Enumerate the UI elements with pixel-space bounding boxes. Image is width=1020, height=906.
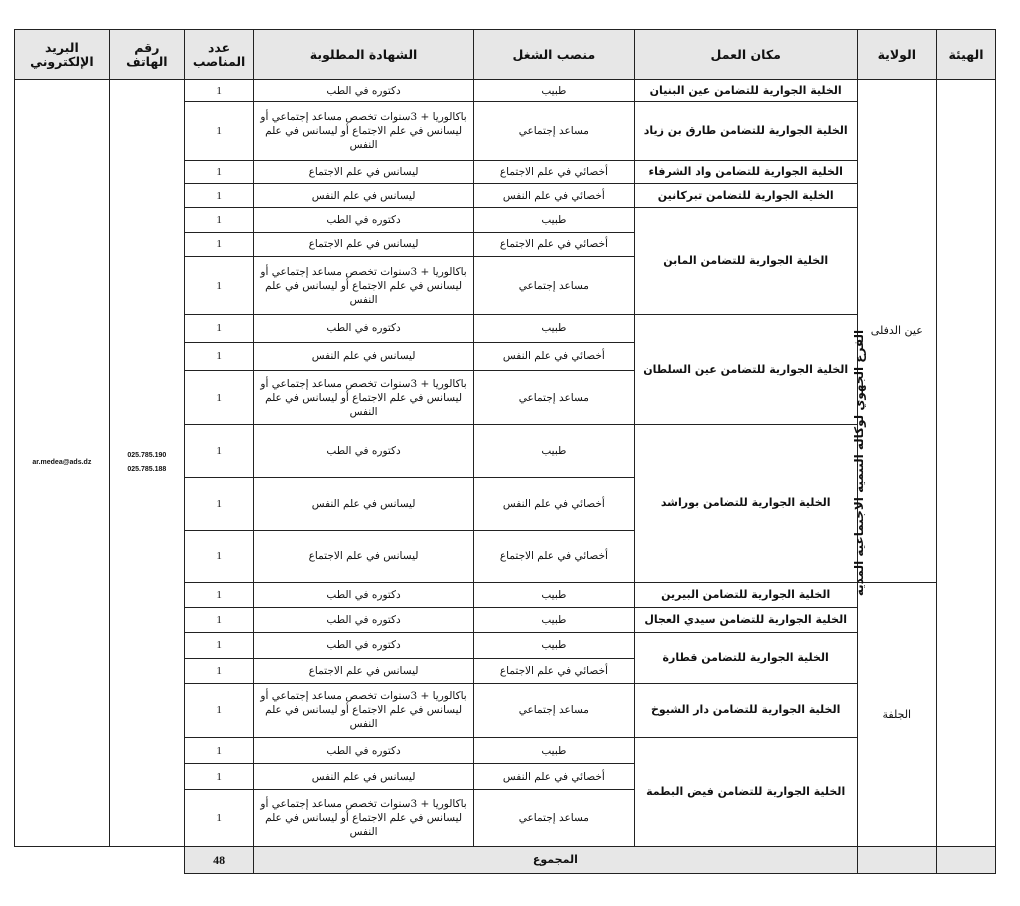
degree-cell: دكتوره في الطب bbox=[254, 425, 474, 478]
header-position: منصب الشغل bbox=[473, 30, 634, 80]
count-cell: 1 bbox=[184, 232, 253, 256]
position-cell: أخصائي في علم الاجتماع bbox=[473, 530, 634, 582]
degree-cell: ليسانس في علم الاجتماع bbox=[254, 659, 474, 683]
workplace-cell: الخلية الجوارية للتضامن عين السلطان bbox=[634, 315, 857, 425]
position-cell: أخصائي في علم النفس bbox=[473, 477, 634, 530]
position-cell: طبيب bbox=[473, 208, 634, 232]
degree-cell: ليسانس في علم النفس bbox=[254, 342, 474, 371]
count-cell: 1 bbox=[184, 102, 253, 161]
workplace-cell: الخلية الجوارية للتضامن دار الشيوخ bbox=[634, 683, 857, 738]
position-cell: طبيب bbox=[473, 608, 634, 632]
count-cell: 1 bbox=[184, 530, 253, 582]
count-cell: 1 bbox=[184, 80, 253, 102]
header-province: الولاية bbox=[857, 30, 936, 80]
header-degree: الشهادة المطلوبة bbox=[254, 30, 474, 80]
degree-cell: باكالوريا + 3سنوات تخصص مساعد إجتماعي أو ليسانس في علم الاجتماع أو ليسانس في علم النفس bbox=[254, 102, 474, 161]
position-cell: أخصائي في علم النفس bbox=[473, 763, 634, 789]
position-cell: طبيب bbox=[473, 425, 634, 478]
degree-cell: باكالوريا + 3سنوات تخصص مساعد إجتماعي أو ليسانس في علم الاجتماع أو ليسانس في علم النفس bbox=[254, 790, 474, 847]
count-cell: 1 bbox=[184, 161, 253, 183]
position-cell: أخصائي في علم الاجتماع bbox=[473, 659, 634, 683]
count-cell: 1 bbox=[184, 632, 253, 658]
count-cell: 1 bbox=[184, 371, 253, 425]
table-row bbox=[15, 80, 996, 102]
total-empty bbox=[15, 847, 110, 874]
degree-cell: باكالوريا + 3سنوات تخصص مساعد إجتماعي أو ليسانس في علم الاجتماع أو ليسانس في علم النفس bbox=[254, 371, 474, 425]
phone-number-2: 025.785.188 bbox=[127, 466, 167, 474]
position-cell: طبيب bbox=[473, 582, 634, 607]
workplace-cell: الخلية الجوارية للتضامن البيرين bbox=[634, 582, 857, 607]
count-cell: 1 bbox=[184, 257, 253, 315]
province-cell: عين الدفلى bbox=[857, 80, 936, 583]
count-cell: 1 bbox=[184, 608, 253, 632]
count-cell: 1 bbox=[184, 208, 253, 232]
degree-cell: ليسانس في علم الاجتماع bbox=[254, 530, 474, 582]
degree-cell: باكالوريا + 3سنوات تخصص مساعد إجتماعي أو ليسانس في علم الاجتماع أو ليسانس في علم النفس bbox=[254, 257, 474, 315]
province-cell: الجلفة bbox=[857, 582, 936, 847]
degree-cell: دكتوره في الطب bbox=[254, 632, 474, 658]
degree-cell: دكتوره في الطب bbox=[254, 208, 474, 232]
degree-cell: ليسانس في علم الاجتماع bbox=[254, 232, 474, 256]
position-cell: أخصائي في علم النفس bbox=[473, 342, 634, 371]
position-cell: مساعد إجتماعي bbox=[473, 683, 634, 738]
workplace-cell: الخلية الجوارية للتضامن واد الشرفاء bbox=[634, 161, 857, 183]
position-cell: طبيب bbox=[473, 80, 634, 102]
degree-cell: ليسانس في علم الاجتماع bbox=[254, 161, 474, 183]
position-cell: مساعد إجتماعي bbox=[473, 102, 634, 161]
workplace-cell: الخلية الجوارية للتضامن بوراشد bbox=[634, 425, 857, 583]
degree-cell: دكتوره في الطب bbox=[254, 80, 474, 102]
header-workplace: مكان العمل bbox=[634, 30, 857, 80]
position-cell: مساعد إجتماعي bbox=[473, 257, 634, 315]
phone-number-1: 025.785.190 bbox=[127, 452, 167, 460]
total-label: المجموع bbox=[254, 847, 857, 874]
header-phone: رقم الهاتف bbox=[109, 30, 184, 80]
total-blank bbox=[936, 847, 995, 874]
workplace-cell: الخلية الجوارية للتضامن تبركانين bbox=[634, 183, 857, 207]
total-blank bbox=[857, 847, 936, 874]
position-cell: أخصائي في علم النفس bbox=[473, 183, 634, 207]
workplace-cell: الخلية الجوارية للتضامن المابن bbox=[634, 208, 857, 315]
workplace-cell: الخلية الجوارية للتضامن عين البنيان bbox=[634, 80, 857, 102]
count-cell: 1 bbox=[184, 790, 253, 847]
workplace-cell: الخلية الجوارية للتضامن قطارة bbox=[634, 632, 857, 683]
degree-cell: دكتوره في الطب bbox=[254, 582, 474, 607]
degree-cell: باكالوريا + 3سنوات تخصص مساعد إجتماعي أو ليسانس في علم الاجتماع أو ليسانس في علم النفس bbox=[254, 683, 474, 738]
phone-cell bbox=[109, 80, 184, 847]
degree-cell: ليسانس في علم النفس bbox=[254, 183, 474, 207]
degree-cell: ليسانس في علم النفس bbox=[254, 763, 474, 789]
body-name: الفرع الجهوي لوكالة التنمية الاجتماعية المدية bbox=[851, 329, 866, 596]
degree-cell: دكتوره في الطب bbox=[254, 608, 474, 632]
count-cell: 1 bbox=[184, 683, 253, 738]
total-value: 48 bbox=[184, 847, 253, 874]
position-cell: مساعد إجتماعي bbox=[473, 790, 634, 847]
count-cell: 1 bbox=[184, 183, 253, 207]
count-cell: 1 bbox=[184, 659, 253, 683]
count-cell: 1 bbox=[184, 477, 253, 530]
position-cell: أخصائي في علم الاجتماع bbox=[473, 232, 634, 256]
count-cell: 1 bbox=[184, 582, 253, 607]
workplace-cell: الخلية الجوارية للتضامن سيدي العجال bbox=[634, 608, 857, 632]
header-count: عدد المناصب bbox=[184, 30, 253, 80]
degree-cell: دكتوره في الطب bbox=[254, 315, 474, 342]
count-cell: 1 bbox=[184, 763, 253, 789]
header-body: الهيئة bbox=[936, 30, 995, 80]
total-row bbox=[15, 847, 996, 874]
header-email: البريد الإلكتروني bbox=[15, 30, 110, 80]
header-row bbox=[15, 30, 996, 80]
degree-cell: ليسانس في علم النفس bbox=[254, 477, 474, 530]
count-cell: 1 bbox=[184, 425, 253, 478]
position-cell: أخصائي في علم الاجتماع bbox=[473, 161, 634, 183]
position-cell: مساعد إجتماعي bbox=[473, 371, 634, 425]
email-cell: ar.medea@ads.dz bbox=[15, 80, 110, 847]
workplace-cell: الخلية الجوارية للتضامن فيض البطمة bbox=[634, 738, 857, 847]
position-cell: طبيب bbox=[473, 738, 634, 763]
total-empty bbox=[109, 847, 184, 874]
position-cell: طبيب bbox=[473, 315, 634, 342]
workplace-cell: الخلية الجوارية للتضامن طارق بن زياد bbox=[634, 102, 857, 161]
position-cell: طبيب bbox=[473, 632, 634, 658]
count-cell: 1 bbox=[184, 738, 253, 763]
recruitment-table bbox=[14, 29, 996, 874]
count-cell: 1 bbox=[184, 315, 253, 342]
degree-cell: دكتوره في الطب bbox=[254, 738, 474, 763]
count-cell: 1 bbox=[184, 342, 253, 371]
